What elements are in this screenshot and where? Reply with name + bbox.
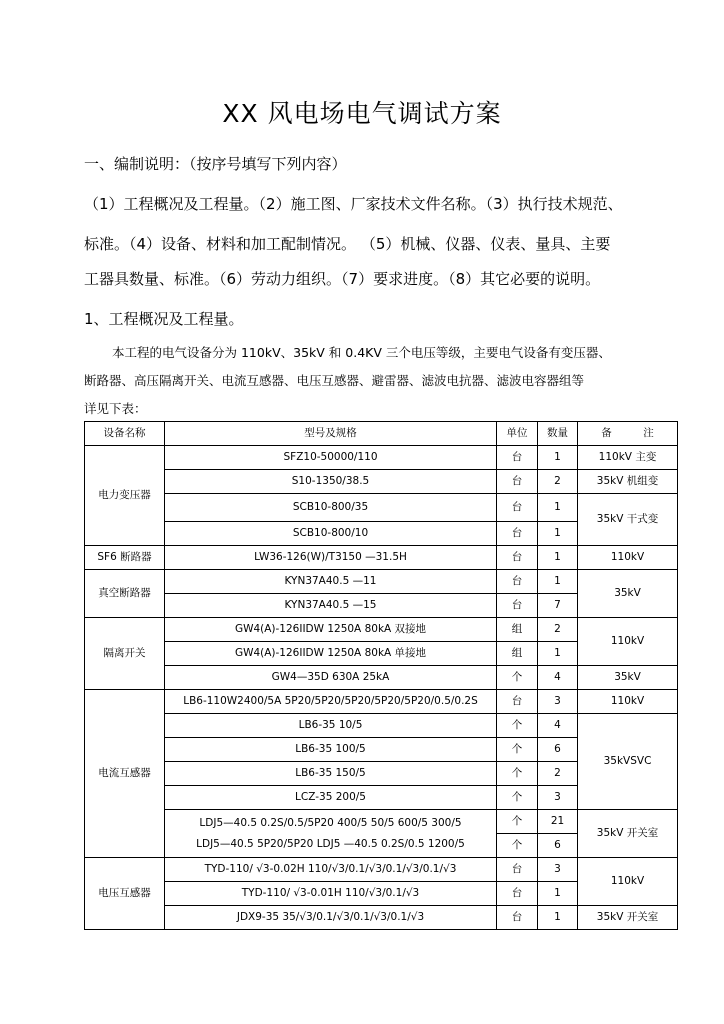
cell-unit: 台 bbox=[497, 494, 538, 522]
table-row bbox=[85, 570, 678, 594]
cell-unit: 台 bbox=[497, 522, 538, 546]
cell-qty: 4 bbox=[538, 666, 578, 690]
intro-line-3: 详见下表： bbox=[84, 401, 147, 416]
cell-note: 35kVSVC bbox=[578, 714, 678, 810]
table-row bbox=[85, 858, 678, 882]
cell-unit: 台 bbox=[497, 570, 538, 594]
category-vacuum-breaker: 真空断路器 bbox=[85, 570, 165, 618]
cell-unit: 个 bbox=[497, 762, 538, 786]
cell-model: GW4—35D 630A 25kA bbox=[165, 666, 497, 690]
table-row bbox=[85, 494, 678, 522]
cell-unit: 个 bbox=[497, 834, 538, 858]
cell-note: 35kV 干式变 bbox=[578, 494, 678, 546]
paragraph-line-3: 工器具数量、标准。（6）劳动力组织。（7）要求进度。（8）其它必要的说明。 bbox=[84, 270, 601, 288]
equipment-table bbox=[84, 421, 678, 930]
cell-unit: 台 bbox=[497, 546, 538, 570]
cell-model: JDX9-35 35/√3/0.1/√3/0.1/√3/0.1/√3 bbox=[165, 906, 497, 930]
cell-qty: 2 bbox=[538, 470, 578, 494]
cell-model-line-2: LDJ5—40.5 5P20/5P20 LDJ5 —40.5 0.2S/0.5 1200/5 bbox=[196, 837, 465, 850]
category-current-transformer: 电流互感器 bbox=[85, 690, 165, 858]
cell-model: LW36-126(W)/T3150 —31.5H bbox=[165, 546, 497, 570]
category-sf6-breaker: SF6 断路器 bbox=[85, 546, 165, 570]
cell-qty: 3 bbox=[538, 858, 578, 882]
header-name: 设备名称 bbox=[85, 422, 165, 446]
cell-note: 110kV bbox=[578, 618, 678, 666]
cell-qty: 6 bbox=[538, 834, 578, 858]
cell-qty: 6 bbox=[538, 738, 578, 762]
table-row bbox=[85, 906, 678, 930]
cell-model: S10-1350/38.5 bbox=[165, 470, 497, 494]
cell-model: KYN37A40.5 —11 bbox=[165, 570, 497, 594]
cell-note: 35kV 开关室 bbox=[578, 906, 678, 930]
cell-model-multiline bbox=[165, 810, 497, 858]
cell-note: 110kV bbox=[578, 546, 678, 570]
cell-model: LB6-35 10/5 bbox=[165, 714, 497, 738]
cell-qty: 7 bbox=[538, 594, 578, 618]
cell-qty: 1 bbox=[538, 570, 578, 594]
cell-note: 35kV 机组变 bbox=[578, 470, 678, 494]
header-qty: 数量 bbox=[538, 422, 578, 446]
cell-model: GW4(A)-126IIDW 1250A 80kA 单接地 bbox=[165, 642, 497, 666]
table-header-row bbox=[85, 422, 678, 446]
cell-unit: 组 bbox=[497, 642, 538, 666]
cell-qty: 1 bbox=[538, 522, 578, 546]
cell-qty: 2 bbox=[538, 618, 578, 642]
cell-qty: 1 bbox=[538, 446, 578, 470]
cell-unit: 台 bbox=[497, 594, 538, 618]
cell-qty: 21 bbox=[538, 810, 578, 834]
cell-model: LB6-110W2400/5A 5P20/5P20/5P20/5P20/5P20/0.5/0.2S bbox=[165, 690, 497, 714]
cell-model: SFZ10-50000/110 bbox=[165, 446, 497, 470]
table-row bbox=[85, 666, 678, 690]
cell-unit: 台 bbox=[497, 690, 538, 714]
cell-unit: 个 bbox=[497, 714, 538, 738]
sub-heading: 1、工程概况及工程量。 bbox=[84, 310, 244, 328]
cell-qty: 2 bbox=[538, 762, 578, 786]
table-row bbox=[85, 546, 678, 570]
cell-model: KYN37A40.5 —15 bbox=[165, 594, 497, 618]
document-title: XX 风电场电气调试方案 bbox=[222, 99, 502, 128]
intro-line-2: 断路器、高压隔离开关、电流互感器、电压互感器、避雷器、滤波电抗器、滤波电容器组等 bbox=[84, 373, 585, 388]
cell-qty: 1 bbox=[538, 882, 578, 906]
cell-unit: 组 bbox=[497, 618, 538, 642]
cell-unit: 个 bbox=[497, 738, 538, 762]
table-row bbox=[85, 810, 678, 834]
table-row bbox=[85, 470, 678, 494]
category-disconnector: 隔离开关 bbox=[85, 618, 165, 690]
cell-model: TYD-110/ √3-0.01H 110/√3/0.1/√3 bbox=[165, 882, 497, 906]
category-voltage-transformer: 电压互感器 bbox=[85, 858, 165, 930]
cell-unit: 台 bbox=[497, 470, 538, 494]
cell-model: TYD-110/ √3-0.02H 110/√3/0.1/√3/0.1/√3/0.1/√3 bbox=[165, 858, 497, 882]
cell-note: 35kV bbox=[578, 570, 678, 618]
cell-model-line-1: LDJ5—40.5 0.2S/0.5/5P20 400/5 50/5 600/5 300/5 bbox=[199, 816, 462, 829]
cell-unit: 台 bbox=[497, 858, 538, 882]
cell-unit: 个 bbox=[497, 666, 538, 690]
cell-note: 110kV bbox=[578, 858, 678, 906]
paragraph-line-2: 标准。（4）设备、材料和加工配制情况。 （5）机械、仪器、仪表、量具、主要 bbox=[84, 235, 611, 253]
header-model: 型号及规格 bbox=[165, 422, 497, 446]
cell-note: 35kV 开关室 bbox=[578, 810, 678, 858]
table-row bbox=[85, 690, 678, 714]
table-row bbox=[85, 446, 678, 470]
cell-qty: 1 bbox=[538, 642, 578, 666]
cell-qty: 1 bbox=[538, 906, 578, 930]
table-row bbox=[85, 618, 678, 642]
cell-note: 110kV bbox=[578, 690, 678, 714]
intro-line-1: 本工程的电气设备分为 110kV、35kV 和 0.4KV 三个电压等级，主要电气设备有变压器、 bbox=[112, 345, 611, 360]
cell-model: LCZ-35 200/5 bbox=[165, 786, 497, 810]
cell-unit: 台 bbox=[497, 446, 538, 470]
header-note: 备 注 bbox=[578, 422, 678, 446]
cell-qty: 1 bbox=[538, 494, 578, 522]
cell-model: LB6-35 150/5 bbox=[165, 762, 497, 786]
cell-model: SCB10-800/35 bbox=[165, 494, 497, 522]
table-row bbox=[85, 714, 678, 738]
paragraph-line-1: （1）工程概况及工程量。（2）施工图、厂家技术文件名称。（3）执行技术规范、 bbox=[84, 195, 623, 213]
cell-note: 35kV bbox=[578, 666, 678, 690]
cell-unit: 个 bbox=[497, 786, 538, 810]
cell-model: LB6-35 100/5 bbox=[165, 738, 497, 762]
section-heading: 一、编制说明：（按序号填写下列内容） bbox=[84, 155, 347, 173]
cell-unit: 台 bbox=[497, 906, 538, 930]
cell-model: GW4(A)-126IIDW 1250A 80kA 双接地 bbox=[165, 618, 497, 642]
cell-note: 110kV 主变 bbox=[578, 446, 678, 470]
header-unit: 单位 bbox=[497, 422, 538, 446]
cell-unit: 个 bbox=[497, 810, 538, 834]
category-power-transformer: 电力变压器 bbox=[85, 446, 165, 546]
cell-qty: 3 bbox=[538, 690, 578, 714]
cell-qty: 4 bbox=[538, 714, 578, 738]
cell-qty: 1 bbox=[538, 546, 578, 570]
cell-unit: 台 bbox=[497, 882, 538, 906]
cell-qty: 3 bbox=[538, 786, 578, 810]
cell-model: SCB10-800/10 bbox=[165, 522, 497, 546]
